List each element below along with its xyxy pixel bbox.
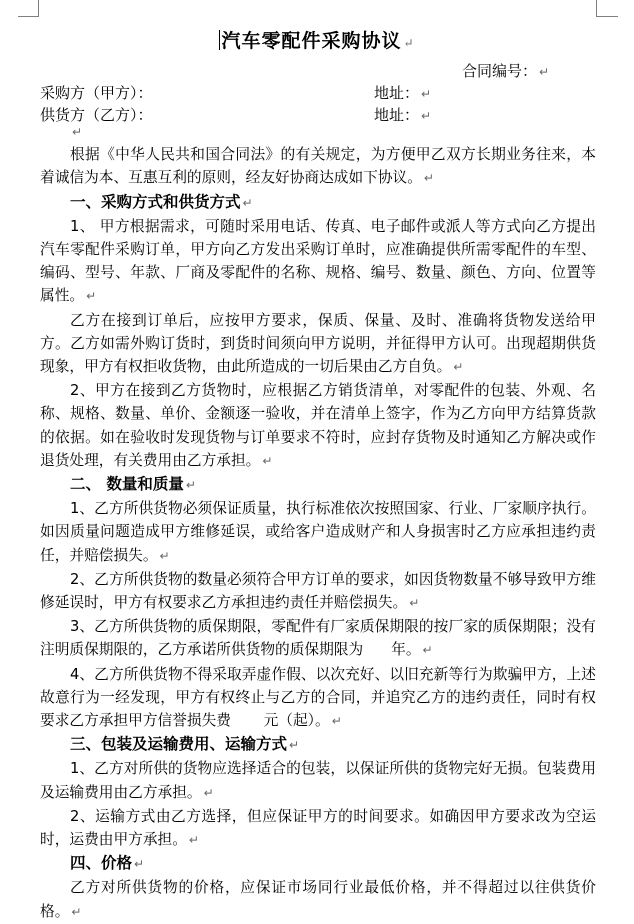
- paragraph-mark: ↵: [203, 785, 214, 800]
- section-2-paragraph-2: [40, 568, 596, 615]
- paragraph-mark: ↵: [421, 109, 432, 123]
- paragraph-mark: ↵: [409, 596, 420, 611]
- empty-paragraph: [40, 120, 596, 143]
- crop-mark-top-left-h: [18, 16, 39, 17]
- paragraph-mark: ↵: [159, 548, 170, 563]
- document-body: [40, 120, 596, 924]
- section-3-paragraph-1: [40, 757, 596, 804]
- paragraph-mark: ↵: [289, 738, 300, 753]
- purchaser-line: [40, 82, 153, 103]
- contract-number-line: [462, 60, 549, 81]
- paragraph-text: 1、乙方对所供的货物应选择适合的包装，以保证所供的货物完好无损。包装费用及运输费用由乙方承担。: [40, 760, 596, 801]
- paragraph-text: 2、甲方在接到乙方货物时，应根据乙方销货清单，对零配件的包装、外观、名称、规格、数量、单价、金额逐一验收，并在清单上签字，作为乙方向甲方结算货款的依据。如在验收时发现货物与订单要求不符时，应封存货物及时通知乙方解决或作退货处理，有关费用由乙方承担。: [40, 382, 596, 469]
- section-3-heading: [40, 733, 596, 757]
- paragraph-text: 3、乙方所供货物的质保期限，零配件有厂家质保期限的按厂家的质保期限；没有注明质保期限的，乙方承诺所供货物的质保期限为 年。: [40, 618, 596, 659]
- paragraph-mark: ↵: [423, 171, 434, 186]
- paragraph-mark: ↵: [403, 36, 415, 50]
- heading-text: 二、 数量和质量: [70, 475, 184, 494]
- document-title[interactable]: [0, 26, 634, 53]
- paragraph-text: 1、乙方所供货物必须保证质量，执行标准依次按照国家、行业、厂家顺序执行。如因质量问题造成甲方维修延误，或给客户造成财产和人身损害时乙方应承担违约责任，并赔偿损失。: [40, 500, 596, 564]
- paragraph-mark: ↵: [134, 857, 145, 872]
- purchaser-address: [374, 82, 431, 103]
- paragraph-mark: ↵: [421, 87, 432, 101]
- crop-mark-top-right: [596, 0, 597, 16]
- contract-number-label: 合同编号：: [462, 62, 538, 80]
- paragraph-text: 2、运输方式由乙方选择，但应保证甲方的时间要求。如确因甲方要求改为空运时，运费由甲方承担。: [40, 807, 596, 849]
- intro-text: 根据《中华人民共和国合同法》的有关规定，为方便甲乙双方长期业务往来，本着诚信为本、互惠互利的原则，经友好协商达成如下协议。: [40, 146, 596, 187]
- section-3-paragraph-2: [40, 805, 596, 852]
- section-1-paragraph-3: [40, 379, 596, 473]
- section-2-paragraph-4: [40, 663, 596, 734]
- intro-paragraph: [40, 143, 596, 190]
- paragraph-text: 乙方在接到订单后，应按甲方要求，保质、保量、及时、准确将货物发送给甲方。乙方如需外购订货时，到货时间须向甲方说明，并征得甲方认可。出现超期供货现象，甲方有权拒收货物，由此所造成的一切后果由乙方自负。: [40, 311, 596, 376]
- heading-text: 一、采购方式和供货方式: [70, 192, 241, 211]
- paragraph-text: 2、乙方所供货物的数量必须符合甲方订单的要求，如因货物数量不够导致甲方维修延误时，甲方有权要求乙方承担违约责任并赔偿损失。: [40, 570, 596, 612]
- paragraph-mark: ↵: [72, 125, 83, 139]
- supplier-label: 供货方（乙方）：: [40, 106, 153, 124]
- paragraph-mark: ↵: [262, 453, 273, 468]
- section-2-paragraph-3: [40, 615, 596, 662]
- heading-text: 四、价格: [70, 854, 133, 873]
- paragraph-text: 4、乙方所供货物不得采取弄虚作假、以次充好、以旧充新等行为欺骗甲方，上述故意行为一经发现，甲方有权终止与乙方的合同，并追究乙方的违约责任，同时有权要求乙方承担甲方信誉损失费 元（起）。: [40, 665, 596, 730]
- paragraph-text: 1、 甲方根据需求，可随时采用电话、传真、电子邮件或派人等方式向乙方提出汽车零配件采购订单，甲方向乙方发出采购订单时，应准确提供所需零配件的车型、编码、型号、年款、厂商及零配件的名称、规格、编号、数量、颜色、方向、位置等属性。: [40, 217, 596, 305]
- section-1-paragraph-1: [40, 215, 596, 309]
- title-text: 汽车零配件采购协议: [221, 30, 402, 52]
- address-label: 地址：: [374, 84, 420, 102]
- paragraph-mark: ↵: [453, 360, 464, 375]
- paragraph-mark: ↵: [242, 195, 253, 210]
- paragraph-text: 乙方对所供货物的价格，应保证市场同行业最低价格，并不得超过以往供货价格。: [40, 879, 596, 920]
- section-2-paragraph-1: [40, 497, 596, 568]
- address-label: 地址：: [374, 106, 420, 124]
- section-1-heading: [40, 191, 596, 215]
- section-2-heading: [40, 473, 596, 497]
- section-4-paragraph-1: [40, 876, 596, 923]
- heading-text: 三、包装及运输费用、运输方式: [70, 735, 288, 754]
- section-4-heading: [40, 852, 596, 876]
- section-1-paragraph-2: [40, 309, 596, 380]
- crop-mark-top-right-h: [596, 16, 618, 17]
- paragraph-mark: ↵: [185, 478, 196, 493]
- paragraph-mark: ↵: [188, 833, 199, 848]
- paragraph-mark: ↵: [331, 714, 342, 729]
- purchaser-label: 采购方（甲方）：: [40, 84, 153, 102]
- paragraph-mark: ↵: [422, 643, 433, 658]
- paragraph-mark: ↵: [71, 904, 82, 919]
- crop-mark-top-left: [38, 0, 39, 16]
- paragraph-mark: ↵: [86, 289, 97, 304]
- paragraph-mark: ↵: [539, 65, 550, 79]
